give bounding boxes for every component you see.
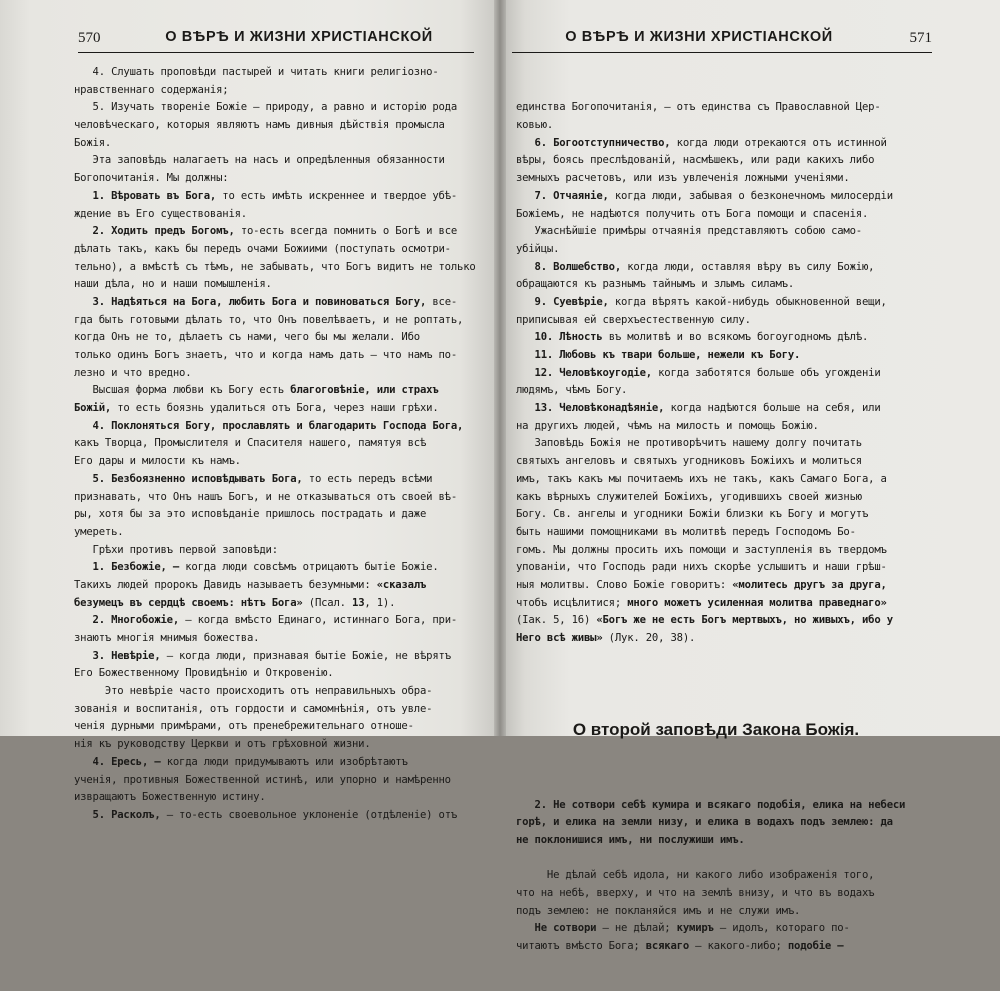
text-run: 5. Изучать твореніе Божіе — природу, а равно и исторію рода: [74, 101, 458, 114]
text-run: вѣры, боясь преслѣдованій, насмѣшекъ, или ради какихъ либо: [516, 154, 875, 167]
right-text-before-heading: [516, 99, 916, 647]
text-run: 4. Слушать проповѣди пастырей и читать книги религіозно-: [74, 66, 439, 78]
text-run: какъ Творца, Промыслителя и Спасителя нашего, памятуя всѣ: [74, 437, 427, 450]
right-line: [516, 400, 916, 418]
left-line: [74, 223, 474, 241]
right-line: [516, 435, 916, 453]
text-run: гда быть готовыми дѣлать то, что Онъ повелѣваетъ, и не роптать,: [74, 313, 464, 326]
text-run: Божія.: [74, 136, 112, 149]
left-line: [74, 807, 474, 825]
text-run: [516, 190, 535, 202]
left-line: [74, 453, 474, 471]
text-run: ныя молитвы. Слово Божіе говоритъ:: [516, 578, 733, 591]
text-run: — то-есть своевольное уклоненіе (отдѣленіе) отъ: [160, 808, 458, 821]
text-run: Не дѣлай себѣ идола, ни какого либо изображенія того,: [516, 869, 875, 882]
right-page: [500, 0, 1000, 953]
text-run: [516, 349, 535, 361]
left-line: [74, 152, 474, 170]
text-run: — когда вмѣсто Единаго, истиннаго Бога, при-: [179, 614, 458, 627]
left-line: [74, 542, 474, 560]
left-line: [74, 400, 474, 418]
text-run: въ молитвѣ и во всякомъ богоугодномъ дѣлѣ.: [602, 331, 869, 344]
left-running-title: О ВѢРѢ И ЖИЗНИ ХРИСТІАНСКОЙ: [165, 29, 433, 45]
right-line: [516, 294, 916, 312]
left-line: [74, 772, 474, 790]
bold-text-run: 10. Лѣность: [534, 331, 603, 344]
right-line: [516, 382, 916, 400]
text-run: Его Божественному Провидѣнію и Откровенію.: [74, 667, 334, 680]
left-line: [74, 754, 474, 772]
left-line: [74, 701, 474, 719]
text-run: — идолъ, котораго по-: [713, 922, 850, 935]
right-line: [516, 797, 916, 815]
left-line: [74, 117, 474, 135]
text-run: единства Богопочитанія, — отъ единства съ Православной Цер-: [516, 101, 881, 114]
text-run: [74, 809, 93, 821]
right-page-header: [512, 28, 932, 53]
bold-text-run: безумецъ въ сердцѣ своемъ: нѣтъ Бога»: [74, 596, 303, 609]
left-page-text: [74, 64, 474, 825]
bold-text-run: «Богъ же не есть Богъ мертвыхъ, но живыхъ, ибо у: [596, 614, 893, 627]
text-run: когда люди, забывая о безконечномъ милосердіи: [608, 189, 893, 202]
right-line: [516, 453, 916, 471]
left-line: [74, 630, 474, 648]
right-text-after-heading: [516, 797, 916, 956]
text-run: людямъ, чѣмъ Богу.: [516, 384, 628, 397]
bold-text-run: 5. Расколъ,: [92, 808, 161, 821]
left-line: [74, 577, 474, 595]
text-run: то есть боязнь удалиться отъ Бога, через наши грѣхи.: [111, 402, 439, 415]
text-run: [74, 561, 93, 573]
left-line: [74, 329, 474, 347]
left-line: [74, 82, 474, 100]
bold-text-run: кумиръ: [676, 922, 714, 935]
left-line: [74, 418, 474, 436]
right-line: [516, 524, 916, 542]
text-run: земныхъ расчетовъ, или изъ увлеченія ложными ученіями.: [516, 172, 850, 185]
right-line: [516, 577, 916, 595]
text-run: когда Онъ не то, дѣлаетъ съ нами, чего бы мы желали. Ибо: [74, 331, 420, 344]
text-run: Эта заповѣдь налагаетъ на насъ и опредѣленныя обязанности: [74, 154, 445, 167]
bold-text-run: 7. Отчаяніе,: [534, 189, 609, 202]
text-run: когда вѣрятъ какой-нибудь обыкновенной вещи,: [608, 295, 887, 308]
left-line: [74, 170, 474, 188]
left-line: [74, 595, 474, 613]
bold-text-run: 8. Волшебство,: [534, 260, 622, 273]
text-run: (Іак. 5, 16): [516, 614, 597, 627]
text-run: когда люди совсѣмъ отрицаютъ бытіе Божіе.: [179, 561, 439, 574]
left-line: [74, 648, 474, 666]
section-heading: О второй заповѣди Закона Божія.: [572, 720, 860, 740]
text-run: [516, 331, 535, 343]
bold-text-run: 4. Ересь, —: [92, 755, 161, 768]
bold-text-run: 9. Суевѣріе,: [534, 295, 609, 308]
bold-text-run: много можетъ усиленная молитва праведнаго»: [627, 596, 887, 609]
text-run: нравственнаго содержанія;: [74, 83, 229, 96]
text-run: [516, 137, 535, 149]
text-run: Такихъ людей пророкъ Давидъ называетъ безумными:: [74, 578, 377, 591]
text-run: то есть имѣть искреннее и твердое убѣ-: [216, 189, 458, 202]
text-run: Грѣхи противъ первой заповѣди:: [74, 543, 278, 556]
text-run: [74, 756, 93, 768]
text-run: на другихъ людей, чѣмъ на милость и помощь Божію.: [516, 419, 819, 432]
bold-text-run: 2. Ходить предъ Богомъ,: [92, 225, 235, 238]
text-run: [74, 473, 93, 485]
right-line: [516, 99, 916, 117]
text-run: когда люди, оставляя вѣру въ силу Божію,: [621, 260, 875, 273]
text-run: [516, 799, 535, 811]
text-run: упованіи, что Господь ради нихъ скорѣе услышитъ и наши грѣш-: [516, 561, 887, 574]
right-line: [516, 630, 916, 648]
right-line: [516, 814, 916, 832]
text-run: Ужаснѣйшіе примѣры отчаянія представляютъ собою само-: [516, 225, 862, 238]
bold-text-run: подобіе —: [787, 940, 844, 953]
book-gutter: [494, 0, 506, 736]
text-run: (Лук. 20, 38).: [602, 632, 696, 645]
right-line: [516, 188, 916, 206]
text-run: — когда люди, признавая бытіе Божіе, не вѣрятъ: [160, 649, 451, 662]
bold-text-run: не поклонишися имъ, ни послужиши имъ.: [516, 833, 745, 846]
text-run: — какого-либо;: [689, 940, 788, 953]
left-line: [74, 489, 474, 507]
text-run: то есть передъ всѣми: [302, 472, 433, 485]
text-run: [516, 922, 535, 934]
right-line: [516, 117, 916, 135]
left-page-header: [78, 28, 474, 53]
text-run: [516, 402, 535, 414]
bold-text-run: 2. Не сотвори себѣ кумира и всякаго подобія, елика на небеси: [534, 798, 906, 811]
text-run: ры, хотя бы за это исповѣданіе пришлось пострадать и даже: [74, 508, 427, 521]
text-run: Высшая форма любви къ Богу есть: [74, 384, 291, 397]
right-line: [516, 312, 916, 330]
right-line: [516, 867, 916, 885]
text-run: [516, 296, 535, 308]
right-line: [516, 903, 916, 921]
text-run: Это невѣріе часто происходитъ отъ неправильныхъ обра-: [74, 685, 433, 698]
text-run: ченія дурными примѣрами, отъ пренебрежительнаго отноше-: [74, 720, 414, 733]
right-line: [516, 170, 916, 188]
text-run: что на небѣ, вверху, и что на землѣ внизу, и что въ водахъ: [516, 886, 875, 899]
left-line: [74, 506, 474, 524]
bold-text-run: 12. Человѣкоугодіе,: [534, 366, 652, 379]
text-run: приписывая ей сверхъестественную силу.: [516, 313, 751, 326]
right-line: [516, 920, 916, 938]
bold-text-run: 3. Надѣяться на Бога, любить Бога и повиноваться Богу,: [92, 295, 427, 308]
text-run: ученія, противныя Божественной истинѣ, или упорно и намѣренно: [74, 773, 451, 786]
bold-text-run: всякаго: [645, 940, 689, 953]
left-line: [74, 524, 474, 542]
bold-text-run: «сказалъ: [376, 578, 427, 591]
left-line: [74, 276, 474, 294]
left-line: [74, 365, 474, 383]
left-line: [74, 789, 474, 807]
text-run: признавать, что Онъ нашъ Богъ, и не отказываться отъ своей вѣ-: [74, 490, 458, 503]
right-line: [516, 595, 916, 613]
text-run: нія къ руководству Церкви и отъ грѣховной жизни.: [74, 738, 371, 751]
left-line: [74, 259, 474, 277]
text-run: наши дѣла, но и наши помышленія.: [74, 278, 272, 291]
bold-text-run: Не сотвори: [534, 922, 597, 935]
text-run: когда люди придумываютъ или изобрѣтаютъ: [160, 755, 408, 768]
bold-text-run: 6. Богоотступничество,: [534, 136, 671, 149]
left-line: [74, 683, 474, 701]
text-run: умереть.: [74, 525, 124, 538]
text-run: [74, 614, 93, 626]
text-run: подъ землею: не покланяйся имъ и не служи имъ.: [516, 904, 801, 917]
bold-text-run: горѣ, и елика на земли низу, и елика в водахъ подъ землею: да: [516, 816, 893, 829]
right-line: [516, 276, 916, 294]
text-run: человѣческаго, которыя являютъ намъ дивныя дѣйствія промысла: [74, 119, 445, 132]
text-run: когда надѣются больше на себя, или: [664, 402, 881, 415]
right-line: [516, 542, 916, 560]
right-line: [516, 135, 916, 153]
right-line: [516, 885, 916, 903]
bold-text-run: 5. Безбоязненно исповѣдывать Бога,: [92, 472, 303, 485]
left-line: [74, 241, 474, 259]
text-run: убійцы.: [516, 242, 560, 255]
text-run: Его дары и милости къ намъ.: [74, 455, 241, 468]
left-line: [74, 559, 474, 577]
bold-text-run: 11. Любовь къ твари больше, нежели къ Богу.: [534, 349, 801, 362]
text-run: только одинъ Богъ знаетъ, что и когда намъ дать — что намъ по-: [74, 349, 458, 361]
text-run: [74, 420, 93, 432]
text-run: [74, 650, 93, 662]
left-line: [74, 347, 474, 365]
text-run: [74, 190, 93, 202]
text-run: дѣлать такъ, какъ бы передъ очами Божиими (поступать осмотри-: [74, 242, 451, 255]
bold-text-run: 3. Невѣріе,: [92, 649, 161, 662]
text-run: знаютъ многія мнимыя божества.: [74, 632, 260, 644]
left-page: [0, 0, 500, 821]
right-line: [516, 365, 916, 383]
text-run: обращаются къ разнымъ тайнымъ и злымъ силамъ.: [516, 278, 795, 291]
text-run: лезно и что вредно.: [74, 366, 192, 379]
left-line: [74, 64, 474, 82]
left-line: [74, 135, 474, 153]
left-line: [74, 612, 474, 630]
left-line: [74, 206, 474, 224]
text-run: [74, 225, 93, 237]
bold-text-run: Божій,: [74, 402, 112, 415]
bold-text-run: 2. Многобожіе,: [92, 614, 180, 627]
text-run: быть нашими помощниками въ молитвѣ передъ Господомъ Бо-: [516, 525, 856, 538]
right-line: [516, 832, 916, 850]
left-line: [74, 718, 474, 736]
right-line: [516, 418, 916, 436]
left-line: [74, 294, 474, 312]
right-line: [516, 506, 916, 524]
right-line: [516, 152, 916, 170]
text-run: когда люди отрекаются отъ истинной: [670, 136, 887, 149]
left-line: [74, 99, 474, 117]
left-line: [74, 312, 474, 330]
left-line: [74, 736, 474, 754]
left-line: [74, 471, 474, 489]
text-run: гомъ. Мы должны просить ихъ помощи и заступленія въ твердомъ: [516, 543, 887, 556]
right-line: [516, 489, 916, 507]
text-run: ждение въ Его существованія.: [74, 207, 247, 220]
right-page-number: 571: [909, 30, 932, 46]
bold-text-run: 1. Безбожіе, —: [92, 561, 180, 574]
text-run: зованія и воспитанія, отъ гордости и самомнѣнія, отъ увле-: [74, 702, 433, 715]
right-line: [516, 241, 916, 259]
text-run: имъ, такъ какъ мы почитаемъ ихъ не такъ, какъ Самаго Бога, а: [516, 472, 887, 485]
text-run: Богу. Св. ангелы и угодники Божіи близки къ Богу и могутъ: [516, 508, 869, 521]
right-line: [516, 223, 916, 241]
text-run: читаютъ вмѣсто Бога;: [516, 940, 646, 953]
bold-text-run: Него всѣ живы»: [516, 632, 603, 645]
right-line: [516, 329, 916, 347]
left-page-number: 570: [78, 30, 101, 46]
right-line: [516, 347, 916, 365]
bold-text-run: 4. Поклоняться Богу, прославлять и благодарить Господа Бога,: [92, 419, 464, 432]
text-run: (Псал.: [302, 596, 353, 609]
bold-text-run: «молитесь другъ за друга,: [732, 578, 887, 591]
text-run: тельно), а вмѣстѣ съ тѣмъ, не забывать, что Богъ видитъ не только: [74, 260, 476, 273]
text-run: Богопочитанія. Мы должны:: [74, 172, 229, 185]
right-line: [516, 259, 916, 277]
left-line: [74, 665, 474, 683]
text-run: извращаютъ Божественную истину.: [74, 791, 266, 804]
text-run: Божіемъ, не надѣются получить отъ Бога помощи и спасенія.: [516, 207, 869, 220]
text-run: [516, 261, 535, 273]
text-run: Заповѣдь Божія не противорѣчитъ нашему долгу почитать: [516, 437, 862, 450]
right-line: [516, 206, 916, 224]
text-run: святыхъ ангеловъ и святыхъ угодниковъ Божіихъ и молиться: [516, 455, 862, 468]
right-line: [516, 612, 916, 630]
right-line: [516, 850, 916, 868]
text-run: все-: [426, 295, 458, 308]
text-run: , 1).: [364, 596, 396, 609]
text-run: [516, 367, 535, 379]
text-run: то-есть всегда помнить о Богѣ и все: [234, 225, 458, 238]
right-line: [516, 471, 916, 489]
right-line: [516, 938, 916, 956]
right-page-text: [516, 64, 916, 991]
left-line: [74, 188, 474, 206]
bold-text-run: 13: [352, 596, 365, 609]
text-run: какъ вѣрныхъ служителей Божіихъ, угодившихъ своей жизнью: [516, 490, 862, 503]
bold-text-run: благоговѣніе, или страхъ: [290, 384, 439, 397]
text-run: [74, 296, 93, 308]
left-line: [74, 382, 474, 400]
left-line: [74, 435, 474, 453]
right-running-title: О ВѢРѢ И ЖИЗНИ ХРИСТІАНСКОЙ: [565, 29, 833, 45]
bold-text-run: 1. Вѣровать въ Бога,: [92, 189, 217, 202]
text-run: когда заботятся больше объ угожденіи: [651, 366, 881, 379]
text-run: ковью.: [516, 119, 554, 132]
text-run: чтобъ исцѣлитися;: [516, 596, 628, 609]
text-run: — не дѣлай;: [596, 922, 677, 935]
right-line: [516, 559, 916, 577]
bold-text-run: 13. Человѣконадѣяніе,: [534, 402, 665, 415]
